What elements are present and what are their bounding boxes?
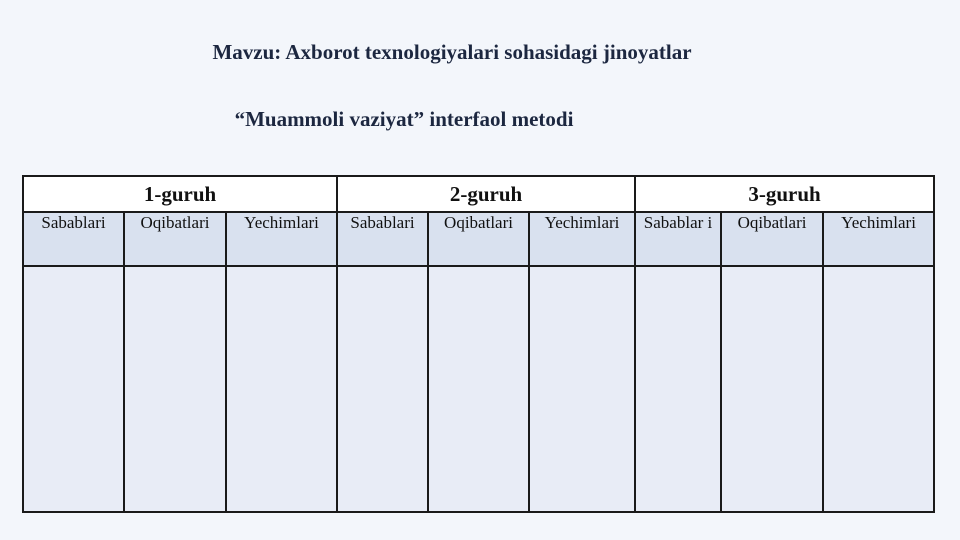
- col-header-g2-yechimlari: Yechimlari: [529, 212, 635, 266]
- group-header-1: 1-guruh: [23, 176, 337, 212]
- table-cell[interactable]: [124, 266, 226, 512]
- group-header-2: 2-guruh: [337, 176, 635, 212]
- col-header-g1-oqibatlari: Oqibatlari: [124, 212, 226, 266]
- table-cell[interactable]: [226, 266, 337, 512]
- table-cell[interactable]: [23, 266, 124, 512]
- problem-situation-table: [22, 175, 935, 513]
- table-row: [23, 266, 934, 512]
- table-cell[interactable]: [428, 266, 529, 512]
- slide-subtitle: “Muammoli vaziyat” interfaol metodi: [234, 107, 574, 131]
- col-header-g2-sabablari: Sabablari: [337, 212, 428, 266]
- col-header-g3-sabablari: Sabablar i: [635, 212, 721, 266]
- col-header-g3-oqibatlari: Oqibatlari: [721, 212, 823, 266]
- table-cell[interactable]: [529, 266, 635, 512]
- col-header-g1-yechimlari: Yechimlari: [226, 212, 337, 266]
- table-cell[interactable]: [635, 266, 721, 512]
- col-header-g1-sabablari: Sabablari: [23, 212, 124, 266]
- group-header-3: 3-guruh: [635, 176, 934, 212]
- table-cell[interactable]: [721, 266, 823, 512]
- slide-title: Mavzu: Axborot texnologiyalari sohasidagi jinoyatlar: [212, 40, 692, 64]
- group-header-row: [23, 176, 934, 212]
- col-header-g2-oqibatlari: Oqibatlari: [428, 212, 529, 266]
- column-header-row: [23, 212, 934, 266]
- table-cell[interactable]: [337, 266, 428, 512]
- table-cell[interactable]: [823, 266, 934, 512]
- col-header-g3-yechimlari: Yechimlari: [823, 212, 934, 266]
